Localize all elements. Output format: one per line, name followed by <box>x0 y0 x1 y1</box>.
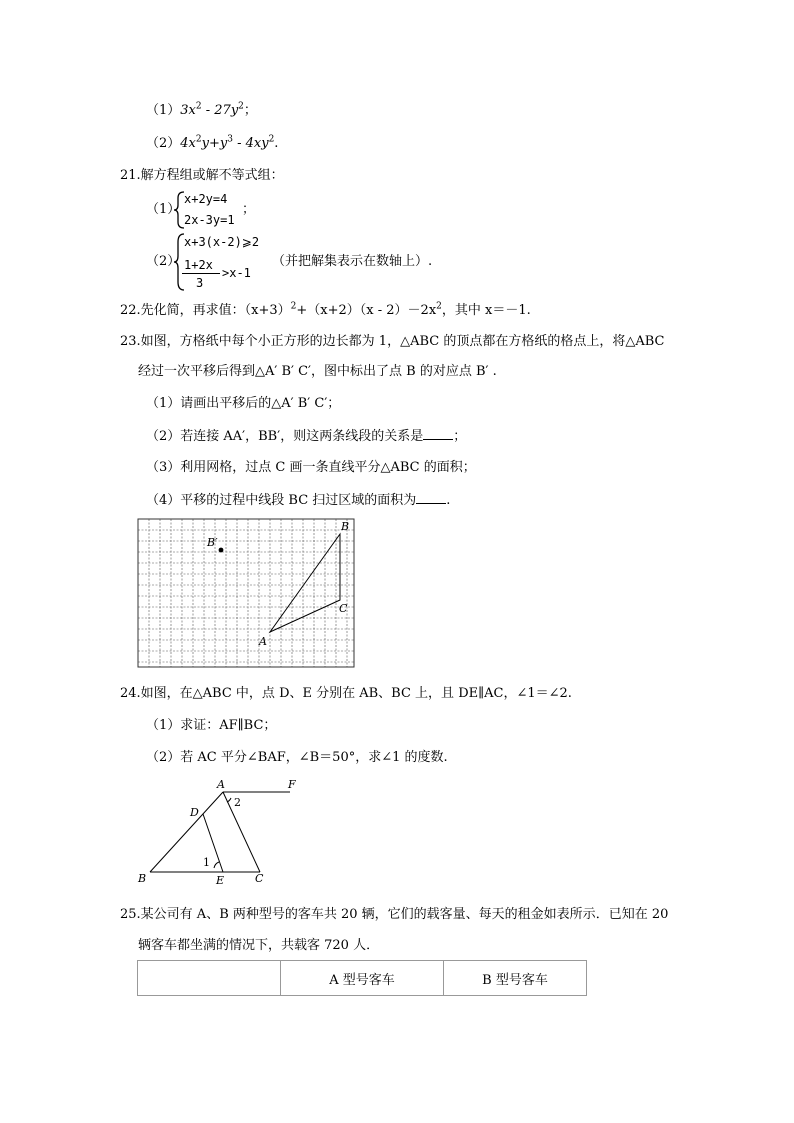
table-header-cell: B 型号客车 <box>444 961 587 996</box>
label-e: E <box>216 874 225 887</box>
q20-part1: $(1)3x^2 - 27y^2$； <box>146 101 257 118</box>
q21-part1-label: （1） <box>146 202 181 217</box>
table-header-cell: A 型号客车 <box>281 961 444 996</box>
label-b-prime: B′ <box>207 536 218 549</box>
triangle-abc <box>270 534 340 632</box>
q22-text: 22.先化简，再求值：$(x+3)^2+(x+2)(x - 2)-2x^2$，其中 x＝－1. <box>120 301 531 318</box>
label-c: C <box>255 872 264 885</box>
q21-eq2: 2x-3y=1 <box>184 213 235 227</box>
table-header-cell <box>138 961 281 996</box>
q23-part2: （2）若连接 AA′，BB′，则这两条线段的关系是 ； <box>146 429 467 444</box>
label-d: D <box>190 806 199 819</box>
triangle-figure <box>130 776 310 888</box>
q23-part1: （1）请画出平移后的△A′ B′ C′； <box>146 396 341 411</box>
q24-part2: （2）若 AC 平分∠BAF，∠B＝50°，求∠1 的度数. <box>146 750 448 765</box>
table-row <box>138 961 587 996</box>
bus-table <box>137 960 587 996</box>
label-b: B <box>138 872 147 885</box>
angle-1-label: 1 <box>203 856 210 869</box>
q21-ineq2-rhs: >x-1 <box>222 266 251 280</box>
q24-part1: （1）求证：AF∥BC； <box>146 718 277 733</box>
q21-part2-label: （2） <box>146 254 181 269</box>
q23-line1: 23.如图，方格纸中每个小正方形的边长都为 1，△ABC 的顶点都在方格纸的格点上，将△ABC <box>120 334 665 349</box>
label-c: C <box>339 602 348 615</box>
q21-ineq1: x+3(x-2)⩾2 <box>184 235 260 249</box>
angle-2-label: 2 <box>234 796 241 809</box>
q21-part2-note: （并把解集表示在数轴上）. <box>272 254 433 269</box>
label-f: F <box>288 778 296 791</box>
label-a: A <box>259 635 267 648</box>
q21-title: 21.解方程组或解不等式组： <box>120 168 284 183</box>
label-a: A <box>217 778 225 791</box>
q25-line1: 25.某公司有 A、B 两种型号的客车共 20 辆，它们的载客量、每天的租金如表所示．已知在 20 <box>120 907 669 922</box>
q24-line1: 24.如图，在△ABC 中，点 D、E 分别在 AB、BC 上，且 DE∥AC，∠1＝∠2. <box>120 686 572 701</box>
q21-part1-tail: ； <box>242 202 256 217</box>
q23-part4: （4）平移的过程中线段 BC 扫过区域的面积为 . <box>146 493 451 508</box>
answer-blank <box>416 491 446 504</box>
point-b-prime <box>219 548 224 553</box>
q25-line2: 辆客车都坐满的情况下，共载客 720 人． <box>138 938 380 953</box>
q23-part3: （3）利用网格，过点 C 画一条直线平分△ABC 的面积； <box>146 460 476 475</box>
q21-frac-num: 1+2x <box>184 258 213 272</box>
grid-figure <box>137 518 357 670</box>
q21-eq1: x+2y=4 <box>184 192 228 206</box>
q23-line2: 经过一次平移后得到△A′ B′ C′，图中标出了点 B 的对应点 B′ . <box>138 364 497 379</box>
q21-frac-den: 3 <box>196 276 204 290</box>
label-b: B <box>341 520 350 533</box>
answer-blank <box>423 427 453 440</box>
q20-part2: $(2)4x^2y+y^3 - 4xy^2$. <box>146 134 279 151</box>
